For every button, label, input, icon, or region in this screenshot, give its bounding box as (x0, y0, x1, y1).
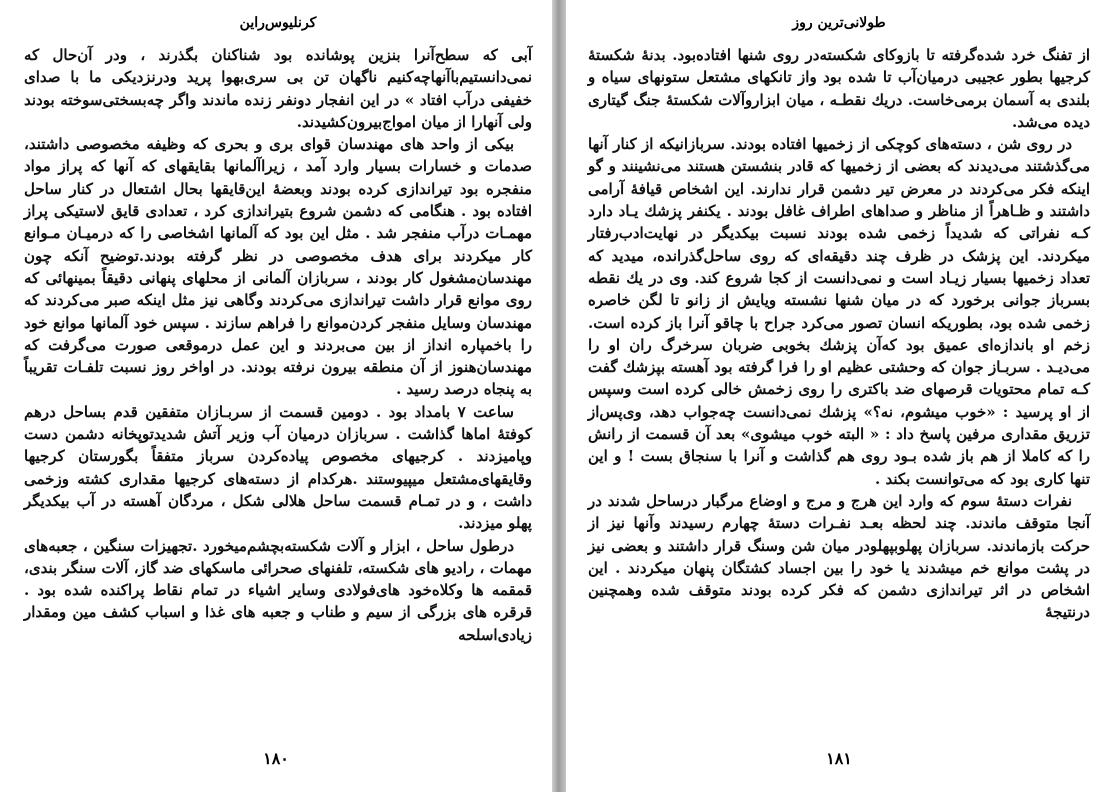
right-running-head: طولانی‌ترین روز (792, 15, 886, 31)
right-paragraph-3: نفرات دستهٔ سوم که وارد این هرج و مرج و اوضاع مرگبار درساحل شدند در آنجا متوقف ماندند. چند لحظه بعـد نفـرات دستهٔ چهارم رسیدند وآنها نیز از حرکت بازماندند. سربازان پهلوبپهلودر میان شن وسنگ قرار داشتند و بعضی نیز در پشت موانع خم میشدند یا خود را بین اجساد کشتگان پنهان میکردند . این اشخاص در اثر تیراندازی دشمن که فکر کرده بودند متوقف شده وهمچنین درنتیجهٔ (588, 491, 1090, 622)
right-paragraph-1: از تفنگ خرد شده‌گرفته تا بازوکای شکسته‌در روی شنها افتاده‌بود. بدنهٔ شکستهٔ کرجیها بطور عجیبی درمیان‌آب تا شده بود واز تانکهای مشتعل ستونهای سیاه و بلندی به آسمان برمی‌خاست. دریك نقطـه ، میان ابزاروآلات شکستهٔ جنگ گیتاری دیده می‌شد. (588, 46, 1090, 131)
right-page-number: ۱۸۱ (826, 749, 852, 768)
left-running-head: کرنلیوس‌راین (239, 15, 317, 31)
left-page (0, 0, 552, 792)
right-paragraph-2: در روی شن ، دسته‌های کوچکی از زخمیها افتاده بودند. سربازانیکه از کنار آنها می‌گذشتند می‌دیدند که بعضی از زخمیها که قادر بنشستن هستند می‌نشینند و گو اینکه فکر می‌کردند در معرض تیر دشمن قرار ندارند. این اشخاص قیافهٔ آرامی داشتند و ظـاهراً از مناظر و صداهای اطراف غافل بودند . یکنفر پزشك یـاد دارد کـه نفراتی که شدیداً زخمی شده بودند نسبت بیکدیگر در نهایت‌ادب‌رفتار میکردند. این پزشک در ظرف چند دقیقه‌ای که روی ساحل‌گذرانده، میدید که تعداد زخمیها بسیار زیـاد است و نمی‌دانست از کجا شروع کند. وی در یك نقطه بسرباز جوانی برخورد که در میان شنها نشسته ویایش از زانو تا لگن خاصره زخمی شده بود، بطوریکه انسان تصور می‌کرد جراح با چاقو آنرا باز کرده است. زخم او باندازه‌ای عمیق بود که‌آن پزشك بخوبی ضربان سرخرگ ران او را می‌دیـد . سربـاز جوان که وحشتی عظیم او را فرا گرفته بود آهسته بپزشك گفت کـه تمام محتویات قرصهای ضد باکتری را روی زخمش خالی کرده است وسپس از او پرسید : «خوب میشوم، نه؟» پزشك نمی‌دانست چه‌جواب دهد، وی‌پس‌از تزریق مقداری مرفین پاسخ داد : « البته خوب میشوی» بعد آن قسمت از رانش را که کاملا از هم باز شده بـود روی هم گذاشت و آنرا با سنجاق بست ! و این تنها کاری بود که می‌توانست بکند . (588, 135, 1090, 488)
left-paragraph-2: بیکی از واحد های مهندسان قوای بری و بحری که وظیفه مخصوصی داشتند، صدمات و خسارات بسیار وارد آمد ، زیراآلمانها بقایقهای که آنها که پراز مواد منفجره بود تیراندازی کرده بودند وبعضهٔ این‌قایقها بحال اشتعال در کنار ساحل افتاده بود . هنگامی که دشمن شروع بتیراندازی کرد ، تعدادی قایق لاستیکی پراز مهمـات درآب منفجر شد . مثل این بود که آلمانها اشخاصی را که درمیـان مـوانع کار میکردند برای هدف مخصوصی در نظر گرفته بودند.توضیح آنکه چون مهندسان‌مشغول کار بودند ، سربازان آلمانی از محلهای پنهانی دقیقاً بمینهائی که روی موانع قرار داشت تیراندازی می‌کردند وگاهی نیز مثل اینکه صبر می‌کردند که مهندسان وسایل منفجر کردن‌موانع را فراهم سازند . سپس خود آلمانها موانع خود را باخمپاره انداز از بین می‌بردند و این عمل درموقعی صورت می‌گرفت که مهندسان‌هنوز از آن منطقه بیرون نرفته بودند. در اواخر روز نسبت تلفـات تقریباً به پنجاه درصد رسید . (24, 135, 532, 399)
left-page-number: ۱۸۰ (263, 749, 289, 768)
left-paragraph-3: ساعت ۷ بامداد بود . دومین قسمت از سربـازان متفقین قدم بساحل درهم کوفتهٔ اماها گذاشت . سربازان درمیان آب وزیر آتش شدیدتوپخانه دشمن دست وپامیزدند . کرجیهای مخصوص پیاده‌کردن سرباز متفقاً بگورستان کرجیها وقایقهای‌مشتعل میپیوستند .هرکدام از دسته‌های کرجیها مقداری کشته وزخمی داشت ، و در تمـام قسمت ساحل هلالی شکل ، مردگان آهسته در آب بیکدیگر پهلو میزدند. (24, 402, 532, 533)
right-page-body (588, 44, 1090, 624)
left-paragraph-4: درطول ساحل ، ابزار و آلات شکسته‌بچشم‌میخورد .تجهیزات سنگین ، جعبه‌های مهمات ، رادیو های شکسته، تلفنهای صحرائی ماسکهای ضد گاز، آلات سنگر بندی، قمقمه ها وکلاه‌خود های‌فولادی وسایر اشیاء در تمام نقاط پراکنده شده بود . قرقره های بزرگی از سیم و طناب و جعبه های غذا و اسباب کشف مین ومقدار زیادی‌اسلحه (24, 536, 532, 644)
left-page-body (24, 44, 532, 646)
book-gutter (552, 0, 566, 792)
right-page (566, 0, 1112, 792)
left-paragraph-1: آبی که سطح‌آنرا بنزین پوشانده بود شناکنان بگذرند ، ودر آن‌حال که نمی‌دانستیم‌باآنهاچه‌کنیم ناگهان تن بی سری‌بهوا پرید ودرنزدیکی ما با صدای خفیفی درآب افتاد » در این انفجار دونفر زنده ماندند واگر چه‌بسختی‌سوخته بودند ولی آنهارا از میان امواج‌بیرون‌کشیدند. (24, 46, 532, 131)
